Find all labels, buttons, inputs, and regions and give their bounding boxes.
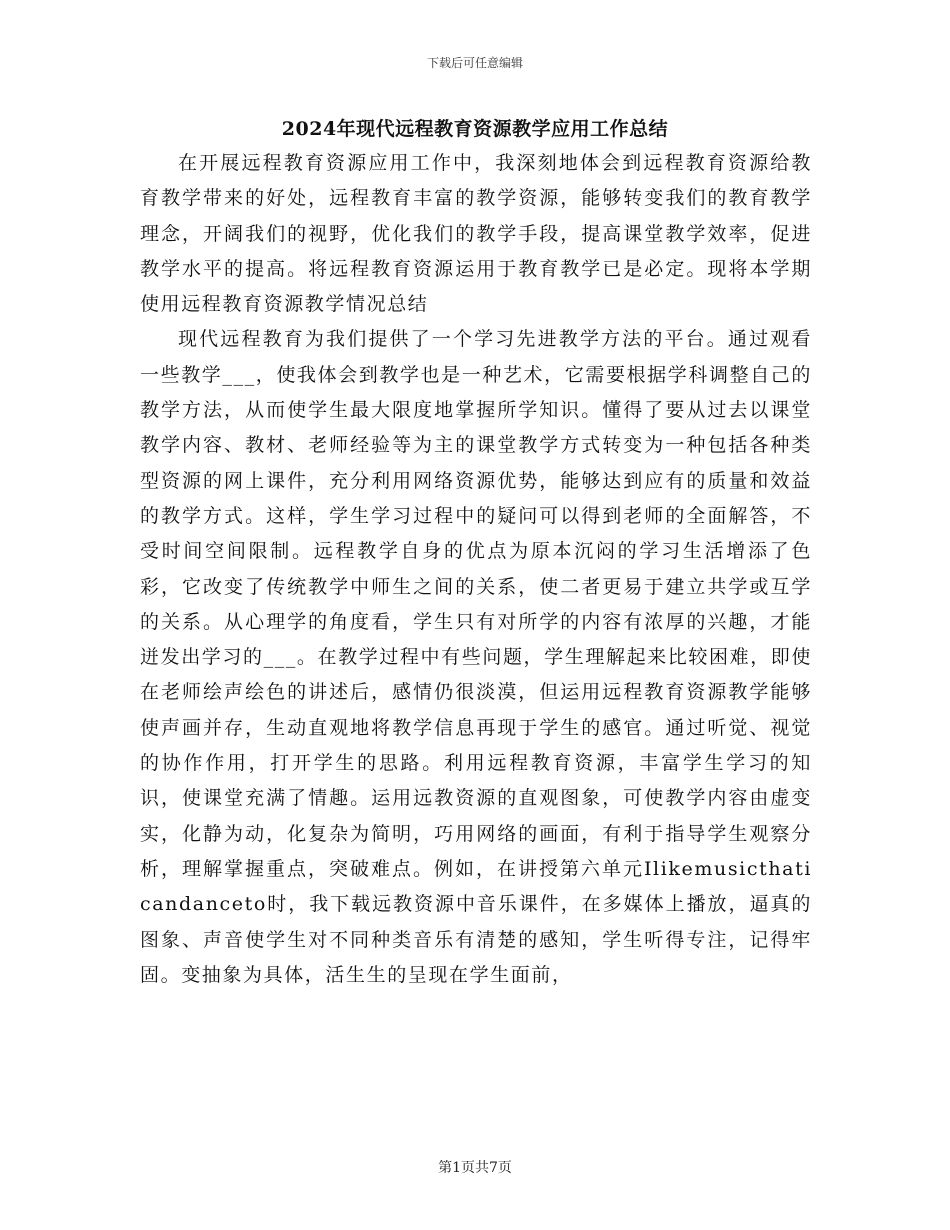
paragraph-2: 现代远程教育为我们提供了一个学习先进教学方法的平台。通过观看一些教学___，使我体会到教学也是一种艺术，它需要根据学科调整自己的教学方法，从而使学生最大限度地掌握所学知识。懂得了要从过去以课堂教学内容、教材、老师经验等为主的课堂教学方式转变为一种包括各种类型资源的网上课件，充分利用网络资源优势，能够达到应有的质量和效益的教学方式。这样，学生学习过程中的疑问可以得到老师的全面解答，不受时间空间限制。远程教学自身的优点为原本沉闷的学习生活增添了色彩，它改变了传统教学中师生之间的关系，使二者更易于建立共学或互学的关系。从心理学的角度看，学生只有对所学的内容有浓厚的兴趣，才能迸发出学习的___。在教学过程中有些问题，学生理解起来比较困难，即使在老师绘声绘色的讲述后，感情仍很淡漠，但运用远程教育资源教学能够使声画并存，生动直观地将教学信息再现于学生的感官。通过听觉、视觉的协作作用，打开学生的思路。利用远程教育资源，丰富学生学习的知识，使课堂充满了情趣。运用远教资源的直观图象，可使教学内容由虚变实，化静为动，化复杂为简明，巧用网络的画面，有利于指导学生观察分析，理解掌握重点，突破难点。例如，在讲授第六单元Ilikemusicthaticandanceto时，我下载远教资源中音乐课件，在多媒体上播放，逼真的图象、声音使学生对不同种类音乐有清楚的感知，学生听得专注，记得牢固。变抽象为具体，活生生的呈现在学生面前，	[140, 328, 812, 986]
header-note: 下载后可任意编辑	[426, 56, 523, 70]
paragraph-1: 在开展远程教育资源应用工作中，我深刻地体会到远程教育资源给教育教学带来的好处，远程教育丰富的教学资源，能够转变我们的教育教学理念，开阔我们的视野，优化我们的教学手段，提高课堂教学效率，促进教学水平的提高。将远程教育资源运用于教育教学已是必定。现将本学期使用远程教育资源教学情况总结	[140, 152, 812, 316]
page-number: 第1页共7页	[438, 1160, 512, 1176]
document-title: 2024年现代远程教育资源教学应用工作总结	[281, 118, 669, 140]
document-body	[140, 146, 812, 993]
